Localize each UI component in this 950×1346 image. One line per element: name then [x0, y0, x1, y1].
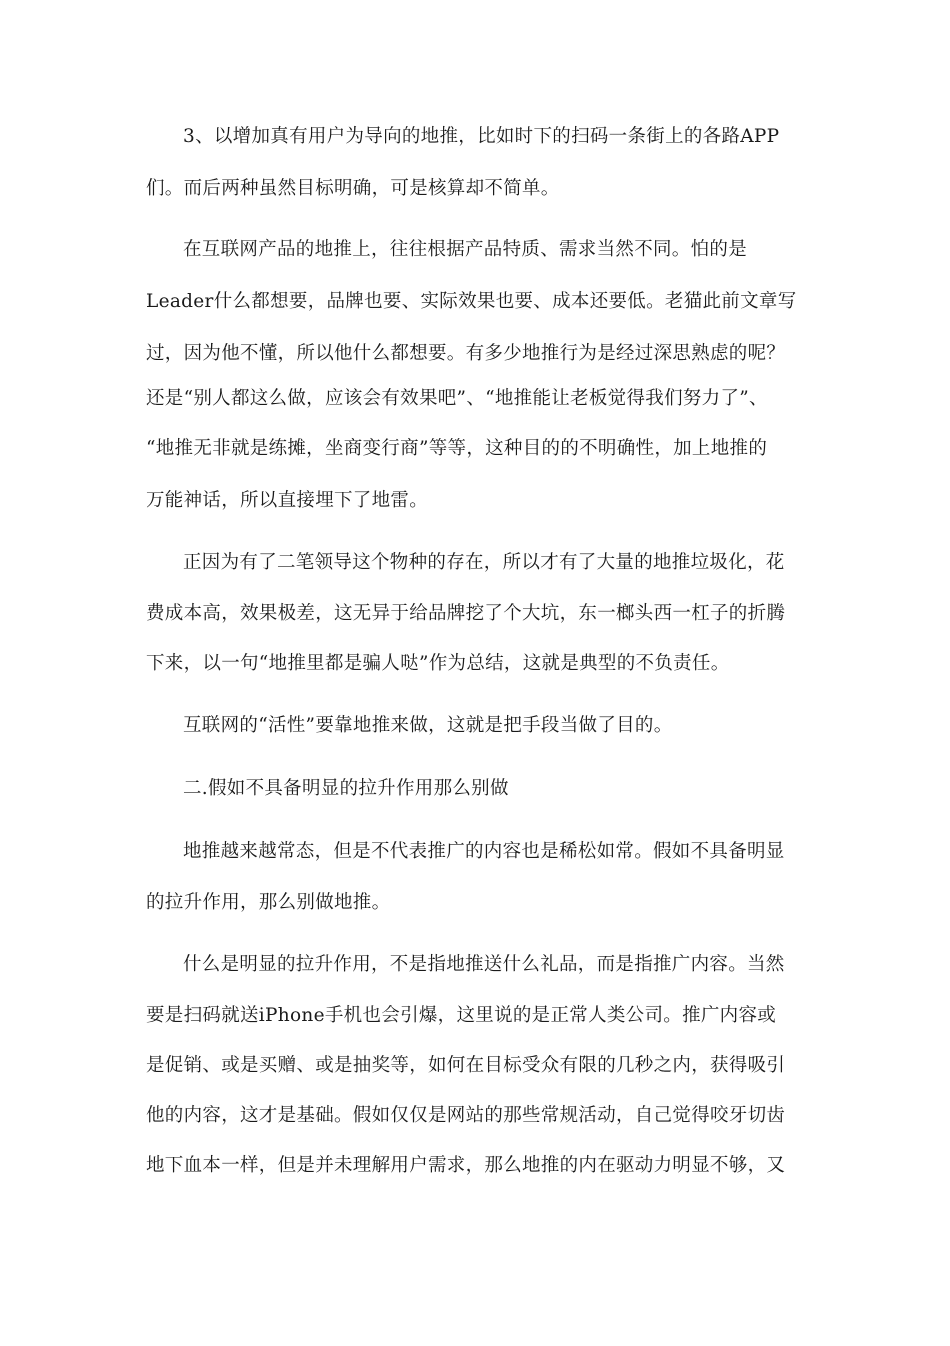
text-line: Leader什么都想要，品牌也要、实际效果也要、成本还要低。老猫此前文章写: [146, 291, 797, 312]
text-line: 什么是明显的拉升作用，不是指地推送什么礼品，而是指推广内容。当然: [183, 954, 785, 975]
text-line: 在互联网产品的地推上，往往根据产品特质、需求当然不同。怕的是: [183, 239, 748, 260]
text-line: 地推越来越常态，但是不代表推广的内容也是稀松如常。假如不具备明显: [183, 841, 785, 862]
text-line: 要是扫码就送iPhone手机也会引爆，这里说的是正常人类公司。推广内容或: [146, 1005, 777, 1026]
text-line: 过，因为他不懂，所以他什么都想要。有多少地推行为是经过深思熟虑的呢？: [146, 343, 786, 364]
text-line: 还是“别人都这么做，应该会有效果吧”、“地推能让老板觉得我们努力了”、: [146, 388, 768, 409]
text-line: 费成本高，效果极差，这无异于给品牌挖了个大坑，东一榔头西一杠子的折腾: [146, 603, 786, 624]
text-line: 地下血本一样，但是并未理解用户需求，那么地推的内在驱动力明显不够，又: [146, 1155, 786, 1176]
text-line: “地推无非就是练摊，坐商变行商”等等，这种目的的不明确性，加上地推的: [146, 438, 768, 459]
text-line: 他的内容，这才是基础。假如仅仅是网站的那些常规活动，自己觉得咬牙切齿: [146, 1105, 786, 1126]
text-line: 万能神话，所以直接埋下了地雷。: [146, 490, 429, 511]
section-heading: 二.假如不具备明显的拉升作用那么别做: [183, 778, 509, 799]
text-line: 3、以增加真有用户为导向的地推，比如时下的扫码一条街上的各路APP: [183, 126, 780, 147]
text-line: 是促销、或是买赠、或是抽奖等，如何在目标受众有限的几秒之内，获得吸引: [146, 1055, 786, 1076]
text-line: 们。而后两种虽然目标明确，可是核算却不简单。: [146, 178, 560, 199]
text-line: 下来，以一句“地推里都是骗人哒”作为总结，这就是典型的不负责任。: [146, 653, 730, 674]
text-line: 互联网的“活性”要靠地推来做，这就是把手段当做了目的。: [183, 715, 673, 736]
text-line: 的拉升作用，那么别做地推。: [146, 892, 391, 913]
text-line: 正因为有了二笔领导这个物种的存在，所以才有了大量的地推垃圾化，花: [183, 552, 785, 573]
